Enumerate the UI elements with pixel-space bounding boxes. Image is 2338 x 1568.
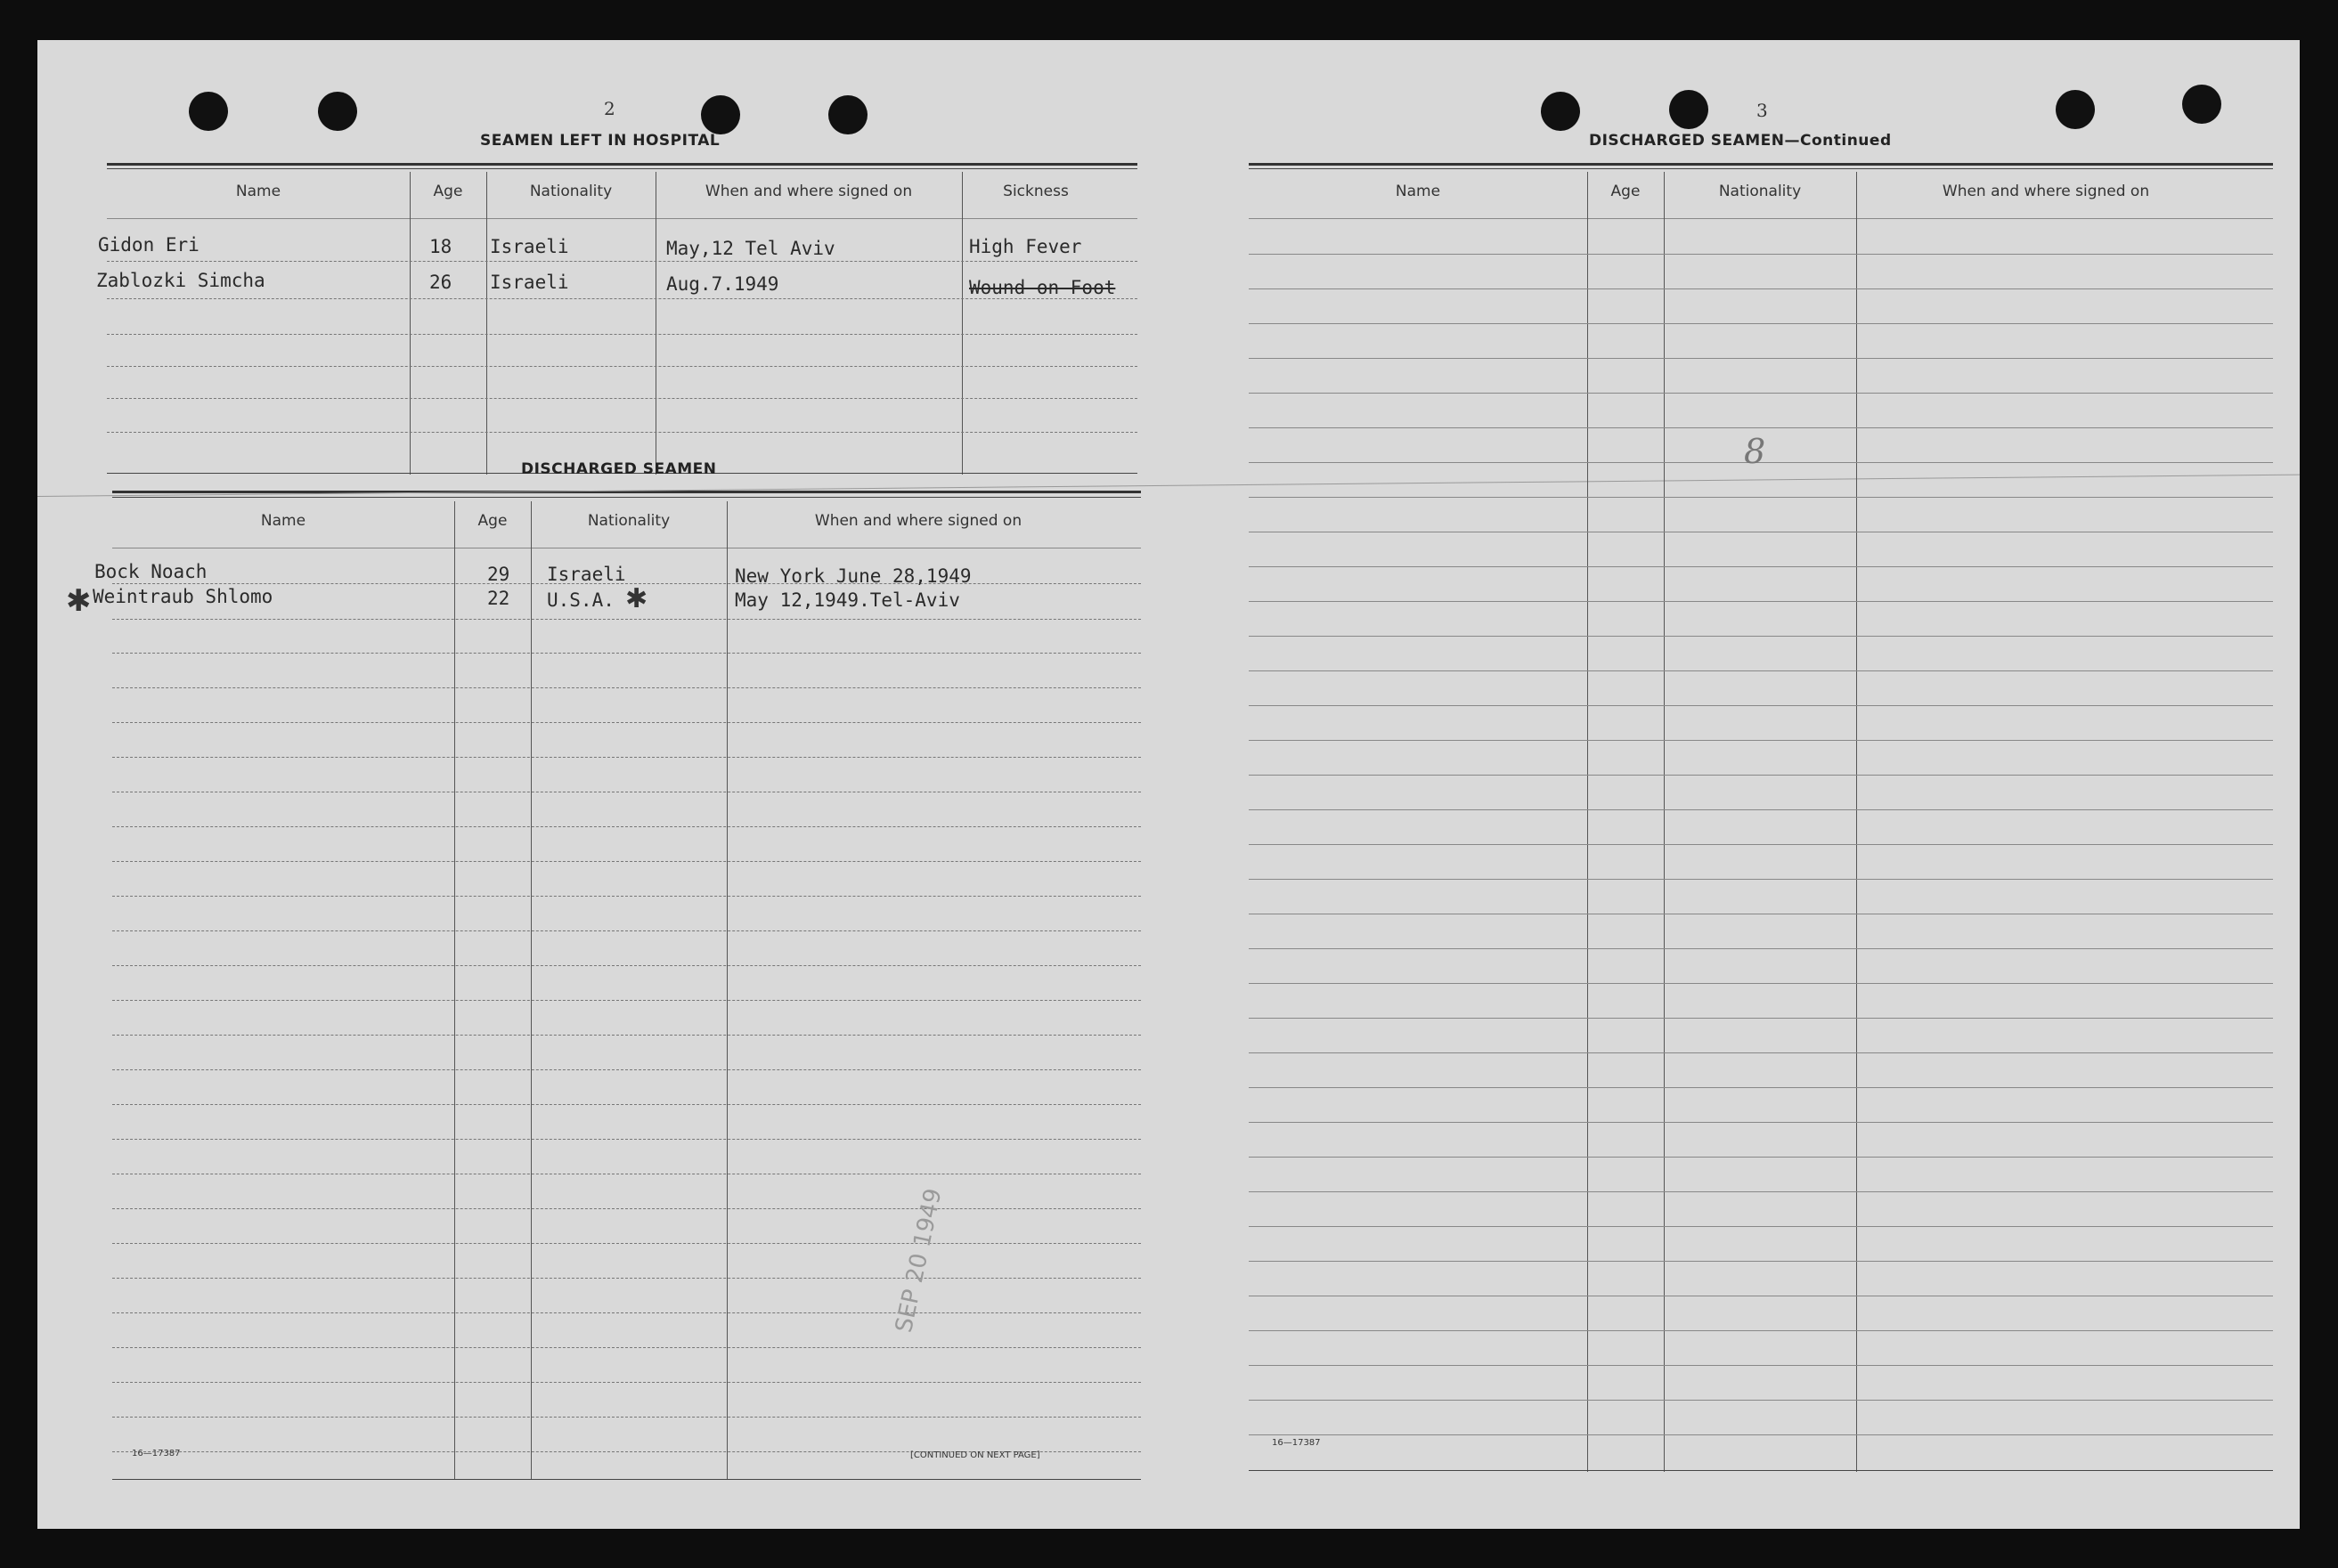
right-row-line [1249, 1226, 2273, 1227]
right-row-line [1249, 1191, 2273, 1192]
right-row-line [1249, 427, 2273, 428]
right-row-line [1249, 1157, 2273, 1158]
received-stamp: SEP 20 1949 [891, 1186, 948, 1336]
discharged-header-age: Age [477, 512, 508, 530]
right-row-line [1249, 948, 2273, 949]
right-col-line [1856, 172, 1857, 1472]
right-top-rule-thin [1249, 168, 2273, 169]
right-row-line [1249, 393, 2273, 394]
asterisk-mark: ✱ [625, 583, 648, 614]
punch-hole [189, 92, 228, 131]
right-row-line [1249, 983, 2273, 984]
right-row-line [1249, 1365, 2273, 1366]
discharged-col-line [531, 501, 532, 1479]
hospital-row-1-nationality: Israeli [490, 236, 569, 257]
hospital-row-2-age: 26 [429, 272, 452, 293]
hospital-top-rule [107, 163, 1137, 166]
discharged-row-line [112, 1000, 1141, 1001]
right-bottom-rule [1249, 1470, 2273, 1471]
hospital-row-1-name: Gidon Eri [98, 234, 200, 256]
fold-line [37, 475, 2300, 497]
discharged-row-2-signed-on: May 12,1949.Tel-Aviv [735, 589, 960, 611]
right-header-age: Age [1610, 183, 1641, 200]
page-number-left: 2 [604, 98, 615, 119]
right-row-line [1249, 1400, 2273, 1401]
right-row-line [1249, 1122, 2273, 1123]
hospital-row-1-age: 18 [429, 236, 452, 257]
punch-hole [318, 92, 357, 131]
right-header-rule [1249, 218, 2273, 219]
discharged-row-line [112, 1208, 1141, 1209]
footer-form-number-left: 16—17387 [132, 1449, 181, 1458]
discharged-row-2-nationality: U.S.A. [547, 589, 615, 611]
punch-hole [828, 95, 868, 134]
discharged-row-line [112, 930, 1141, 931]
right-section-title: DISCHARGED SEAMEN—Continued [1589, 132, 1892, 150]
right-row-line [1249, 358, 2273, 359]
discharged-row-line [112, 619, 1141, 620]
page-number-right: 3 [1756, 100, 1768, 121]
discharged-header-name: Name [260, 512, 306, 530]
discharged-section-title: DISCHARGED SEAMEN [521, 460, 717, 478]
right-row-line [1249, 1261, 2273, 1262]
discharged-row-line [112, 1139, 1141, 1140]
hospital-col-line [410, 172, 411, 475]
right-header-signed-on: When and where signed on [1942, 183, 2150, 200]
discharged-row-line [112, 965, 1141, 966]
hospital-row-line [107, 432, 1137, 433]
punch-hole [1669, 90, 1708, 129]
discharged-col-line [454, 501, 455, 1479]
hospital-top-rule-thin [107, 168, 1137, 169]
right-row-line [1249, 844, 2273, 845]
right-col-line [1587, 172, 1588, 1472]
discharged-row-line [112, 1312, 1141, 1313]
hospital-row-2-sickness: Wound on Foot [969, 277, 1116, 298]
right-row-line [1249, 1087, 2273, 1088]
discharged-top-rule-thin [112, 497, 1141, 498]
document-sheet [37, 40, 2300, 1529]
discharged-row-2-age: 22 [487, 588, 510, 609]
hospital-row-line [107, 298, 1137, 299]
right-row-line [1249, 1434, 2273, 1435]
footer-form-number-right: 16—17387 [1272, 1438, 1321, 1448]
discharged-row-line [112, 1104, 1141, 1105]
right-row-line [1249, 323, 2273, 324]
discharged-row-line [112, 1243, 1141, 1244]
discharged-row-line [112, 1382, 1141, 1383]
hospital-header-signed-on: When and where signed on [705, 183, 913, 200]
discharged-row-1-nationality: Israeli [547, 564, 626, 585]
hospital-row-2-name: Zablozki Simcha [96, 270, 265, 291]
discharged-row-line [112, 826, 1141, 827]
right-header-nationality: Nationality [1718, 183, 1802, 200]
right-row-line [1249, 879, 2273, 880]
discharged-header-signed-on: When and where signed on [814, 512, 1022, 530]
punch-hole [1541, 92, 1580, 131]
discharged-row-line [112, 1417, 1141, 1418]
hospital-header-rule [107, 218, 1137, 219]
discharged-row-line [112, 687, 1141, 688]
right-row-line [1249, 775, 2273, 776]
discharged-row-1-age: 29 [487, 564, 510, 585]
hospital-row-2-nationality: Israeli [490, 272, 569, 293]
hospital-header-sickness: Sickness [1003, 183, 1069, 200]
hospital-section-title: SEAMEN LEFT IN HOSPITAL [480, 132, 721, 150]
right-row-line [1249, 1018, 2273, 1019]
discharged-header-nationality: Nationality [587, 512, 671, 530]
right-row-line [1249, 670, 2273, 671]
right-row-line [1249, 288, 2273, 289]
right-top-rule [1249, 163, 2273, 166]
right-row-line [1249, 254, 2273, 255]
hospital-row-1-signed-on: May,12 Tel Aviv [666, 238, 835, 259]
hospital-row-line [107, 334, 1137, 335]
right-row-line [1249, 1330, 2273, 1331]
right-row-line [1249, 566, 2273, 567]
hospital-header-name: Name [235, 183, 281, 200]
right-row-line [1249, 1052, 2273, 1053]
punch-hole [701, 95, 740, 134]
discharged-row-line [112, 1278, 1141, 1279]
discharged-row-line [112, 722, 1141, 723]
asterisk-mark: ✱ [66, 583, 92, 619]
punch-hole [2182, 85, 2221, 124]
discharged-col-line [727, 501, 728, 1479]
right-row-line [1249, 809, 2273, 810]
hospital-header-age: Age [433, 183, 463, 200]
hospital-col-line [962, 172, 963, 475]
discharged-row-line [112, 896, 1141, 897]
right-row-line [1249, 601, 2273, 602]
right-row-line [1249, 705, 2273, 706]
discharged-row-1-name: Bock Noach [94, 561, 208, 582]
handwritten-number: 8 [1744, 432, 1766, 471]
hospital-row-line [107, 261, 1137, 262]
hospital-col-line [486, 172, 487, 475]
discharged-row-2-name: Weintraub Shlomo [93, 586, 273, 607]
right-col-line [1664, 172, 1665, 1472]
discharged-row-1-signed-on: New York June 28,1949 [735, 565, 972, 587]
discharged-row-line [112, 653, 1141, 654]
discharged-row-line [112, 757, 1141, 758]
right-row-line [1249, 636, 2273, 637]
discharged-row-line [112, 1069, 1141, 1070]
discharged-row-line [112, 1347, 1141, 1348]
hospital-row-line [107, 398, 1137, 399]
right-row-line [1249, 740, 2273, 741]
footer-continued: [CONTINUED ON NEXT PAGE] [910, 1450, 1040, 1460]
discharged-row-line [112, 1035, 1141, 1036]
hospital-row-line [107, 366, 1137, 367]
hospital-row-2-signed-on: Aug.7.1949 [666, 273, 779, 295]
right-header-name: Name [1395, 183, 1441, 200]
punch-hole [2056, 90, 2095, 129]
discharged-bottom-rule [112, 1479, 1141, 1480]
hospital-row-1-sickness: High Fever [969, 236, 1082, 257]
right-row-line [1249, 497, 2273, 498]
hospital-header-nationality: Nationality [529, 183, 613, 200]
discharged-row-line [112, 861, 1141, 862]
